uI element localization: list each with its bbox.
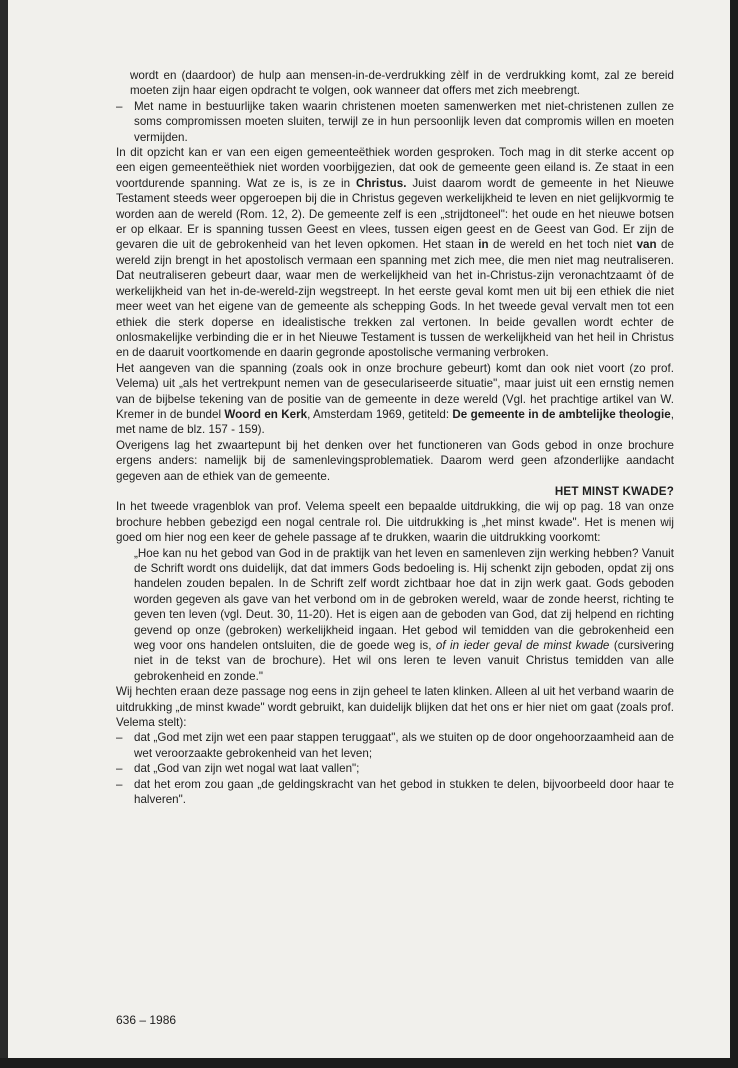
- dash-item-3: [116, 777, 674, 808]
- dash-item-text: dat „God met zijn wet een paar stappen teruggaat", als we stuiten op de door ongehoorzaamheid aan de wet veroorzaakte gebrokenheid van het leven;: [134, 731, 674, 760]
- paragraph-continuation: wordt en (daardoor) de hulp aan mensen-in-de-verdrukking zèlf in de verdrukking komt, zal ze bereid moeten zijn haar eigen opdracht te volgen, ook wanneer dat offers met zich meebrengt.: [130, 69, 674, 98]
- paragraph-spanning: Het aangeven van die spanning (zoals ook in onze brochure gebeurt) komt dan ook niet voort (zo prof. Velema) uit „als het vertrekpunt nemen van de geseculariseerde situatie", maar juist uit een ernstig nemen van de bijbelse tekening van de positie van de gemeente in deze wereld (Vgl. het prachtige artikel van W. Kremer in de bundel Woord en Kerk, Amsterdam 1969, getiteld: De gemeente in de ambtelijke theologie, met name de blz. 157 - 159).: [116, 361, 674, 437]
- paragraph-vragenblok: In het tweede vragenblok van prof. Velema speelt een bepaalde uitdrukking, die wij op pag. 18 van onze brochure hebben gebezigd een nogal centrale rol. Die uitdrukking is „het minst kwade". Het is menen wij goed om hier nog een keer de gehele passage af te drukken, waarin die uitdrukking voorkomt:: [116, 500, 674, 545]
- scan-edge-bottom: [0, 1058, 738, 1068]
- dash-marker: –: [116, 99, 123, 113]
- dash-item-text: dat het erom zou gaan „de geldingskracht van het gebod in stukken te delen, bijvoorbeeld door haar te halveren".: [134, 777, 674, 807]
- document-page: [8, 0, 730, 1058]
- dash-item-text: Met name in bestuurlijke taken waarin christenen moeten samenwerken met niet-christenen zullen ze soms compromissen moeten sluiten, terwijl ze in hun persoonlijk leven dat compromis willen en moeten vermijden.: [134, 99, 674, 144]
- dash-item-bestuurlijk: [116, 99, 674, 145]
- body-text: [116, 68, 674, 808]
- block-quote: „Hoe kan nu het gebod van God in de praktijk van het leven en samenleven zijn werking hebben? Vanuit de Schrift wordt ons duidelijk, dat dat immers Gods bedoeling is. Hij schenkt zijn geboden, opdat zij ons handelen zouden bepalen. In de Schrift zelf wordt zichtbaar hoe dat in zijn werk gaat. Gods geboden worden gegeven als gave van het verbond om in de gebroken wereld, waar de zonde heerst, richting te geven ten leven (vgl. Deut. 30, 11-20). Het is eigen aan de geboden van God, dat zij helpend en richting gevend op onze (gebroken) werkelijkheid ingaan. Het gebod wil temidden van die gebrokenheid een weg voor ons handelen ontsluiten, die de goede weg is, of in ieder geval de minst kwade (cursivering niet in de tekst van de brochure). Het wil ons leren te leven vanuit Christus temidden van alle gebrokenheid en zonde.": [134, 546, 675, 683]
- dash-item-text: dat „God van zijn wet nogal wat laat vallen";: [134, 762, 360, 776]
- dash-item-1: [116, 730, 674, 761]
- paragraph-gemeenteethiek: In dit opzicht kan er van een eigen gemeenteëthiek worden gesproken. Toch mag in dit sterke accent op een eigen gemeenteëthiek niet worden voorbijgezien, dat ook de gemeente geen eiland is. Ze staat in een voortdurende spanning. Wat ze is, is ze in Christus. Juist daarom wordt de gemeente in het Nieuwe Testament steeds weer opgeroepen bij die in Christus gegeven werkelijkheid te leven en niet gelijkvormig te worden aan de wereld (Rom. 12, 2). De gemeente zelf is een „strijdtoneel": het oude en het nieuwe botsen er op elkaar. Er is spanning tussen Geest en vlees, tussen eigen geest en de Geest van God. Er zijn de gevaren die uit de gebrokenheid van het leven opkomen. Het staan in de wereld en het toch niet van de wereld zijn brengt in het apostolisch vermaan een spanning met zich mee, die men niet mag neutraliseren. Dat neutraliseren gebeurt daar, waar men de werkelijkheid van het in-Christus-zijn veronachtzaamt òf de werkelijkheid van het in-de-wereld-zijn wegstreept. In het eerste geval komt men uit bij een ethiek die niet meer weet van het eigene van de gemeente als schepping Gods. In het tweede geval vervalt men tot een ethiek die sterk doperse en idealistische trekken zal vertonen. In beide gevallen wordt echter de onlosmakelijke verbinding die er in het Nieuwe Testament is tussen de werkelijkheid van het heil in Christus en de daaruit voortkomende en daarin gegronde apostolische vermaning verbroken.: [116, 146, 674, 360]
- dash-marker: –: [116, 777, 123, 791]
- dash-item-2: [116, 761, 674, 776]
- scan-edge-right: [730, 0, 738, 1068]
- paragraph-hechten: Wij hechten eraan deze passage nog eens in zijn geheel te laten klinken. Alleen al uit het verband waarin de uitdrukking „de minst kwade" wordt gebruikt, kan duidelijk blijken dat het ons er hier niet om gaat (zoals prof. Velema stelt):: [116, 685, 674, 730]
- page-number: 636 – 1986: [116, 1013, 177, 1027]
- dash-marker: –: [116, 762, 123, 776]
- paragraph-zwaartepunt: Overigens lag het zwaartepunt bij het denken over het functioneren van Gods gebod in onze brochure ergens anders: namelijk bij de samenlevingsproblematiek. Daarom werd geen afzonderlijke aandacht gegeven aan de ethiek van de gemeente.: [116, 438, 674, 483]
- section-heading: HET MINST KWADE?: [554, 484, 674, 498]
- dash-marker: –: [116, 731, 123, 745]
